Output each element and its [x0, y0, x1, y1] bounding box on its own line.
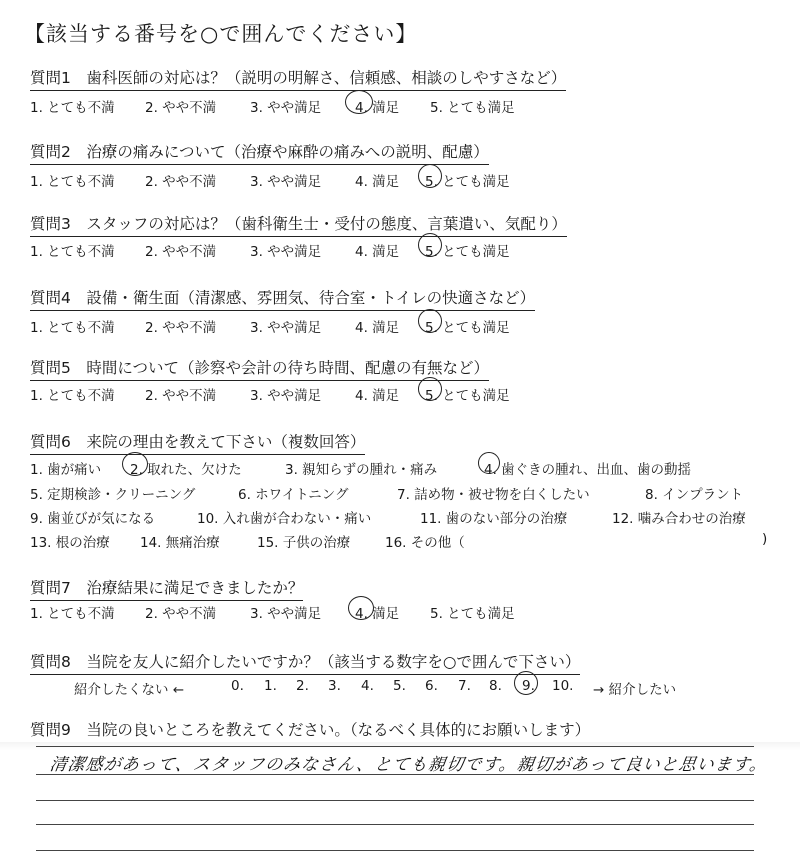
q2-option-5[interactable]: 5. とても満足: [425, 174, 510, 190]
page-title: 【該当する番号を○で囲んでください】: [24, 22, 418, 46]
q2-option-3[interactable]: 3. やや満足: [250, 174, 322, 190]
q7-option-4[interactable]: 4. 満足: [355, 606, 400, 622]
q6-option-6[interactable]: 6. ホワイトニング: [238, 487, 349, 503]
q2-option-4[interactable]: 4. 満足: [355, 174, 400, 190]
q7-option-3[interactable]: 3. やや満足: [250, 606, 322, 622]
q6-option-4[interactable]: 4. 歯ぐきの腫れ、出血、歯の動揺: [484, 462, 691, 478]
q8-option-3[interactable]: 3.: [328, 678, 341, 694]
q3-selection-circle: [418, 233, 442, 257]
q7-option-5[interactable]: 5. とても満足: [430, 606, 515, 622]
answer-line-4: [36, 824, 754, 825]
q6-heading: 質問6 来院の理由を教えて下さい（複数回答）: [30, 430, 365, 455]
q8-option-8[interactable]: 8.: [489, 678, 502, 694]
q5-heading: 質問5 時間について（診察や会計の待ち時間、配慮の有無など）: [30, 356, 489, 381]
q6-other-close-paren: ): [762, 531, 768, 547]
q6-option-11[interactable]: 11. 歯のない部分の治療: [420, 511, 568, 527]
q6-option-10[interactable]: 10. 入れ歯が合わない・痛い: [197, 511, 372, 527]
q5-option-1[interactable]: 1. とても不満: [30, 388, 115, 404]
q8-option-9[interactable]: 9.: [522, 678, 535, 694]
q5-option-5[interactable]: 5. とても満足: [425, 388, 510, 404]
q8-option-1[interactable]: 1.: [264, 678, 277, 694]
q6-selection-circle-2: [122, 452, 148, 476]
q6-selection-circle-4: [478, 452, 500, 474]
q6-option-14[interactable]: 14. 無痛治療: [140, 535, 220, 551]
q3-option-4[interactable]: 4. 満足: [355, 244, 400, 260]
q5-selection-circle: [418, 377, 442, 401]
q6-option-9[interactable]: 9. 歯並びが気になる: [30, 511, 156, 527]
q2-option-1[interactable]: 1. とても不満: [30, 174, 115, 190]
q9-handwritten-answer[interactable]: 清潔感があって、スタッフのみなさん、とても親切です。親切があって良いと思います。: [48, 755, 769, 775]
q6-option-2[interactable]: 2. 取れた、欠けた: [130, 462, 242, 478]
q2-option-2[interactable]: 2. やや不満: [145, 174, 217, 190]
q3-option-2[interactable]: 2. やや不満: [145, 244, 217, 260]
q8-left-label: 紹介したくない ←: [74, 682, 185, 698]
q4-option-4[interactable]: 4. 満足: [355, 320, 400, 336]
q4-heading: 質問4 設備・衛生面（清潔感、雰囲気、待合室・トイレの快適さなど）: [30, 286, 535, 311]
q8-option-10[interactable]: 10.: [552, 678, 574, 694]
q1-option-1[interactable]: 1. とても不満: [30, 100, 115, 116]
q9-heading: 質問9 当院の良いところを教えてください。（なるべく具体的にお願いします）: [30, 721, 591, 739]
q4-option-3[interactable]: 3. やや満足: [250, 320, 322, 336]
answer-line-1: [36, 746, 754, 747]
q8-option-5[interactable]: 5.: [393, 678, 406, 694]
answer-line-5: [36, 850, 754, 851]
q6-option-13[interactable]: 13. 根の治療: [30, 535, 110, 551]
q8-option-6[interactable]: 6.: [425, 678, 438, 694]
q3-option-3[interactable]: 3. やや満足: [250, 244, 322, 260]
q8-right-label: → 紹介したい: [593, 682, 677, 698]
q6-option-1[interactable]: 1. 歯が痛い: [30, 462, 102, 478]
answer-line-2: [36, 774, 754, 775]
q7-heading: 質問7 治療結果に満足できましたか？: [30, 576, 303, 601]
q4-option-5[interactable]: 5. とても満足: [425, 320, 510, 336]
q4-option-2[interactable]: 2. やや不満: [145, 320, 217, 336]
q3-option-5[interactable]: 5. とても満足: [425, 244, 510, 260]
q1-option-3[interactable]: 3. やや満足: [250, 100, 322, 116]
q1-selection-circle: [345, 90, 373, 114]
q6-option-8[interactable]: 8. インプラント: [645, 487, 744, 503]
q8-heading: 質問8 当院を友人に紹介したいですか？（該当する数字を○で囲んで下さい）: [30, 650, 580, 675]
q4-selection-circle: [418, 309, 442, 333]
q1-option-4[interactable]: 4. 満足: [355, 100, 400, 116]
q8-option-4[interactable]: 4.: [361, 678, 374, 694]
q2-heading: 質問2 治療の痛みについて（治療や麻酔の痛みへの説明、配慮）: [30, 140, 489, 165]
q7-option-2[interactable]: 2. やや不満: [145, 606, 217, 622]
q6-option-12[interactable]: 12. 噛み合わせの治療: [612, 511, 746, 527]
q1-option-5[interactable]: 5. とても満足: [430, 100, 515, 116]
q7-option-1[interactable]: 1. とても不満: [30, 606, 115, 622]
q5-option-2[interactable]: 2. やや不満: [145, 388, 217, 404]
q8-selection-circle: [514, 671, 538, 695]
q6-option-16[interactable]: 16. その他（: [385, 535, 465, 551]
q6-option-3[interactable]: 3. 親知らずの腫れ・痛み: [285, 462, 438, 478]
q5-option-3[interactable]: 3. やや満足: [250, 388, 322, 404]
q8-option-2[interactable]: 2.: [296, 678, 309, 694]
q8-option-7[interactable]: 7.: [458, 678, 471, 694]
q8-option-0[interactable]: 0.: [231, 678, 244, 694]
q2-selection-circle: [418, 164, 442, 188]
q1-option-2[interactable]: 2. やや不満: [145, 100, 217, 116]
q6-option-15[interactable]: 15. 子供の治療: [257, 535, 351, 551]
q1-heading: 質問1 歯科医師の対応は？（説明の明解さ、信頼感、相談のしやすさなど）: [30, 66, 566, 91]
q6-option-5[interactable]: 5. 定期検診・クリーニング: [30, 487, 196, 503]
q3-heading: 質問3 スタッフの対応は？（歯科衛生士・受付の態度、言葉遣い、気配り）: [30, 212, 567, 237]
answer-line-3: [36, 800, 754, 801]
q4-option-1[interactable]: 1. とても不満: [30, 320, 115, 336]
q7-selection-circle: [348, 596, 374, 620]
q6-option-7[interactable]: 7. 詰め物・被せ物を白くしたい: [397, 487, 590, 503]
q5-option-4[interactable]: 4. 満足: [355, 388, 400, 404]
q3-option-1[interactable]: 1. とても不満: [30, 244, 115, 260]
